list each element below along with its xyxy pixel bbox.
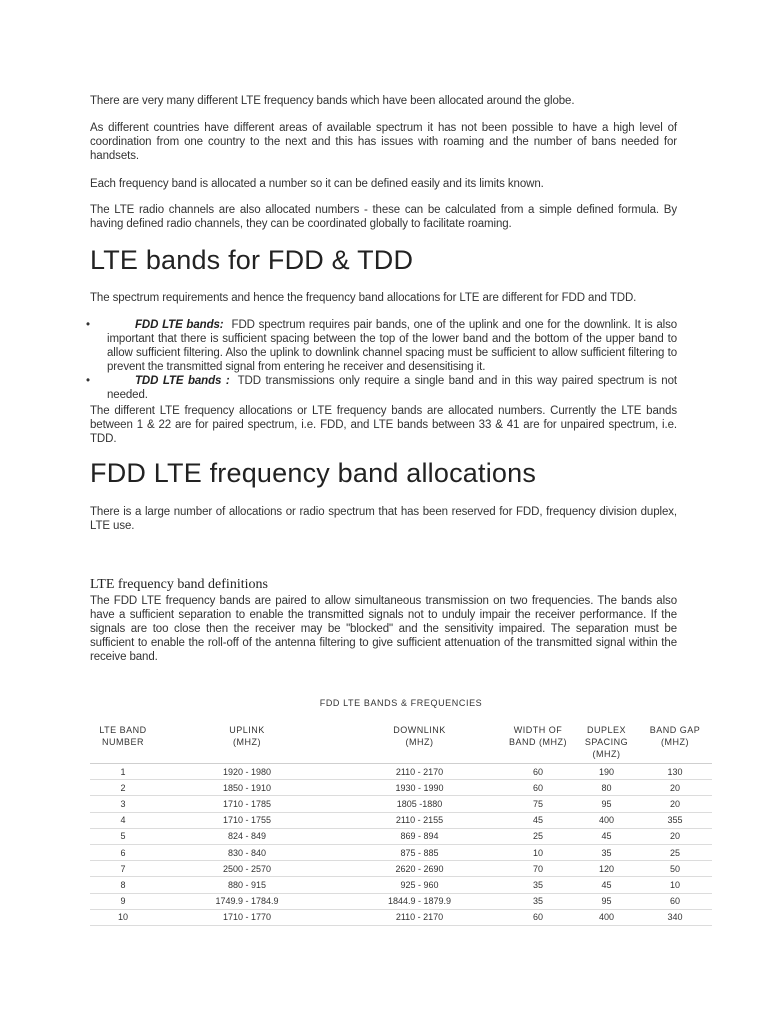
table-cell-band-gap: 130 — [638, 764, 712, 780]
table-cell-band-gap: 340 — [638, 909, 712, 925]
table-cell-band-number: 9 — [90, 893, 156, 909]
table-cell-duplex-spacing: 80 — [575, 780, 638, 796]
table-cell-band-gap: 60 — [638, 893, 712, 909]
column-header-line: BAND (MHZ) — [509, 737, 567, 747]
bullet-text-tdd: TDD transmissions only require a single band and in this way paired spectrum is not needed. — [107, 375, 677, 401]
column-header-line: (MHZ) — [405, 737, 434, 747]
table-row — [90, 877, 712, 893]
table-cell-uplink: 1920 - 1980 — [156, 764, 338, 780]
table-cell-band-number: 1 — [90, 764, 156, 780]
table-cell-uplink: 2500 - 2570 — [156, 861, 338, 877]
table-cell-band-width: 35 — [501, 893, 575, 909]
table-cell-downlink: 1844.9 - 1879.9 — [338, 893, 501, 909]
table-cell-band-number: 10 — [90, 909, 156, 925]
list-item-tdd — [86, 374, 677, 402]
column-header-line: UPLINK — [229, 725, 265, 735]
bullet-text-fdd: FDD spectrum requires pair bands, one of the uplink and one for the downlink. It is also important that there is sufficient spacing between the top of the lower band and the bottom of the upper band to allow sufficient filtering. Also the uplink to downlink channel spacing must be sufficient to allow sufficient filtering to prevent the transmitted signal from entering he receiver and desensitising it. — [107, 319, 678, 373]
bullet-icon: • — [86, 319, 90, 331]
column-header-band-width — [501, 724, 575, 764]
table-cell-uplink: 830 - 840 — [156, 844, 338, 860]
table-cell-band-gap: 25 — [638, 844, 712, 860]
table-cell-band-number: 2 — [90, 780, 156, 796]
band-definitions-paragraph: The FDD LTE frequency bands are paired to allow simultaneous transmission on two frequencies. The bands also have a sufficient separation to enable the transmitted signals not to unduly impair the receiver performance. If the signals are too close then the receiver may be "blocked" and the sensitivity impaired. The separation must be sufficient to enable the roll-off of the antenna filtering to give sufficient attenuation of the transmitted signal within the receive band. — [90, 595, 677, 663]
table-cell-duplex-spacing: 45 — [575, 828, 638, 844]
band-numbering-paragraph: The different LTE frequency allocations or LTE frequency bands are allocated numbers. Currently the LTE bands between 1 & 22 are for paired spectrum, i.e. FDD, and LTE bands between 33 & 41 are for unpaired spectrum, i.e. TDD. — [90, 405, 677, 445]
table-body — [90, 764, 712, 926]
table-cell-band-gap: 50 — [638, 861, 712, 877]
table-row — [90, 780, 712, 796]
table-cell-downlink: 1805 -1880 — [338, 796, 501, 812]
subheading-band-definitions: LTE frequency band definitions — [90, 577, 268, 592]
section1-paragraph: The spectrum requirements and hence the frequency band allocations for LTE are different for FDD and TDD. — [90, 292, 637, 304]
table-row — [90, 828, 712, 844]
intro-paragraph-1: There are very many different LTE frequency bands which have been allocated around the globe. — [90, 95, 575, 107]
table-cell-band-number: 4 — [90, 812, 156, 828]
table-cell-uplink: 1850 - 1910 — [156, 780, 338, 796]
table-cell-duplex-spacing: 400 — [575, 909, 638, 925]
table-cell-duplex-spacing: 35 — [575, 844, 638, 860]
table-cell-downlink: 2620 - 2690 — [338, 861, 501, 877]
table-cell-band-gap: 20 — [638, 780, 712, 796]
table-cell-uplink: 1710 - 1785 — [156, 796, 338, 812]
table-cell-duplex-spacing: 120 — [575, 861, 638, 877]
section-heading-fdd-allocations: FDD LTE frequency band allocations — [90, 458, 537, 488]
list-item-fdd — [86, 318, 678, 374]
table-cell-band-width: 70 — [501, 861, 575, 877]
table-cell-band-width: 10 — [501, 844, 575, 860]
column-header-line: (MHZ) — [592, 749, 621, 759]
table-cell-band-number: 8 — [90, 877, 156, 893]
column-header-downlink — [338, 724, 501, 764]
intro-paragraph-4: The LTE radio channels are also allocated numbers - these can be calculated from a simple defined formula. By having defined radio channels, they can be coordinated globally to facilitate roaming. — [90, 204, 677, 230]
table-title: FDD LTE BANDS & FREQUENCIES — [319, 698, 483, 708]
table-cell-duplex-spacing: 190 — [575, 764, 638, 780]
table-row — [90, 893, 712, 909]
column-header-band-gap — [638, 724, 712, 764]
table-cell-downlink: 1930 - 1990 — [338, 780, 501, 796]
section2-paragraph: There is a large number of allocations or radio spectrum that has been reserved for FDD, frequency division duplex, LTE use. — [90, 506, 677, 532]
table-cell-band-width: 75 — [501, 796, 575, 812]
table-cell-band-number: 6 — [90, 844, 156, 860]
table-cell-downlink: 925 - 960 — [338, 877, 501, 893]
table-row — [90, 909, 712, 925]
column-header-line: (MHZ) — [233, 737, 261, 747]
table-cell-band-width: 25 — [501, 828, 575, 844]
table-cell-uplink: 1710 - 1755 — [156, 812, 338, 828]
table-cell-downlink: 869 - 894 — [338, 828, 501, 844]
table-cell-downlink: 2110 - 2170 — [338, 909, 501, 925]
table-cell-band-gap: 20 — [638, 828, 712, 844]
table-cell-duplex-spacing: 95 — [575, 796, 638, 812]
table-row — [90, 844, 712, 860]
table-cell-duplex-spacing: 45 — [575, 877, 638, 893]
column-header-line: (MHZ) — [661, 737, 689, 747]
table-cell-uplink: 824 - 849 — [156, 828, 338, 844]
band-type-list — [86, 318, 678, 402]
column-header-line: DUPLEX — [586, 725, 626, 735]
table-cell-duplex-spacing: 95 — [575, 893, 638, 909]
column-header-line: WIDTH OF — [513, 725, 563, 735]
table-row — [90, 812, 712, 828]
table-cell-uplink: 1710 - 1770 — [156, 909, 338, 925]
table-cell-band-gap: 355 — [638, 812, 712, 828]
column-header-line: DOWNLINK — [393, 725, 446, 735]
table-cell-band-number: 7 — [90, 861, 156, 877]
table-cell-uplink: 1749.9 - 1784.9 — [156, 893, 338, 909]
column-header-uplink — [156, 724, 338, 764]
table-row — [90, 796, 712, 812]
table-cell-band-gap: 10 — [638, 877, 712, 893]
fdd-bands-table — [90, 724, 712, 926]
table-cell-band-width: 60 — [501, 909, 575, 925]
table-cell-band-width: 60 — [501, 764, 575, 780]
column-header-line: SPACING — [584, 737, 629, 747]
bullet-term-tdd: TDD LTE bands : — [135, 375, 230, 387]
table-cell-downlink: 875 - 885 — [338, 844, 501, 860]
column-header-line: BAND GAP — [649, 725, 701, 735]
column-header-duplex-spacing — [575, 724, 638, 764]
bullet-term-fdd: FDD LTE bands: — [135, 319, 224, 331]
table-cell-band-number: 5 — [90, 828, 156, 844]
bullet-icon: • — [86, 375, 90, 387]
table-cell-uplink: 880 - 915 — [156, 877, 338, 893]
table-cell-downlink: 2110 - 2170 — [338, 764, 501, 780]
column-header-line: NUMBER — [101, 737, 144, 747]
intro-paragraph-2: As different countries have different areas of available spectrum it has not been possible to have a high level of coordination from one country to the next and this has issues with roaming and the number of bans needed for handsets. — [90, 122, 677, 162]
table-header-row — [90, 724, 712, 764]
column-header-band-number — [90, 724, 156, 764]
section-heading-fdd-tdd: LTE bands for FDD & TDD — [90, 245, 414, 275]
table-cell-band-width: 60 — [501, 780, 575, 796]
column-header-line: LTE BAND — [99, 725, 147, 735]
table-cell-duplex-spacing: 400 — [575, 812, 638, 828]
table-cell-band-number: 3 — [90, 796, 156, 812]
table-cell-band-width: 35 — [501, 877, 575, 893]
table-row — [90, 764, 712, 780]
table-cell-band-gap: 20 — [638, 796, 712, 812]
table-cell-downlink: 2110 - 2155 — [338, 812, 501, 828]
table-cell-band-width: 45 — [501, 812, 575, 828]
table-row — [90, 861, 712, 877]
intro-paragraph-3: Each frequency band is allocated a number so it can be defined easily and its limits known. — [90, 178, 544, 190]
